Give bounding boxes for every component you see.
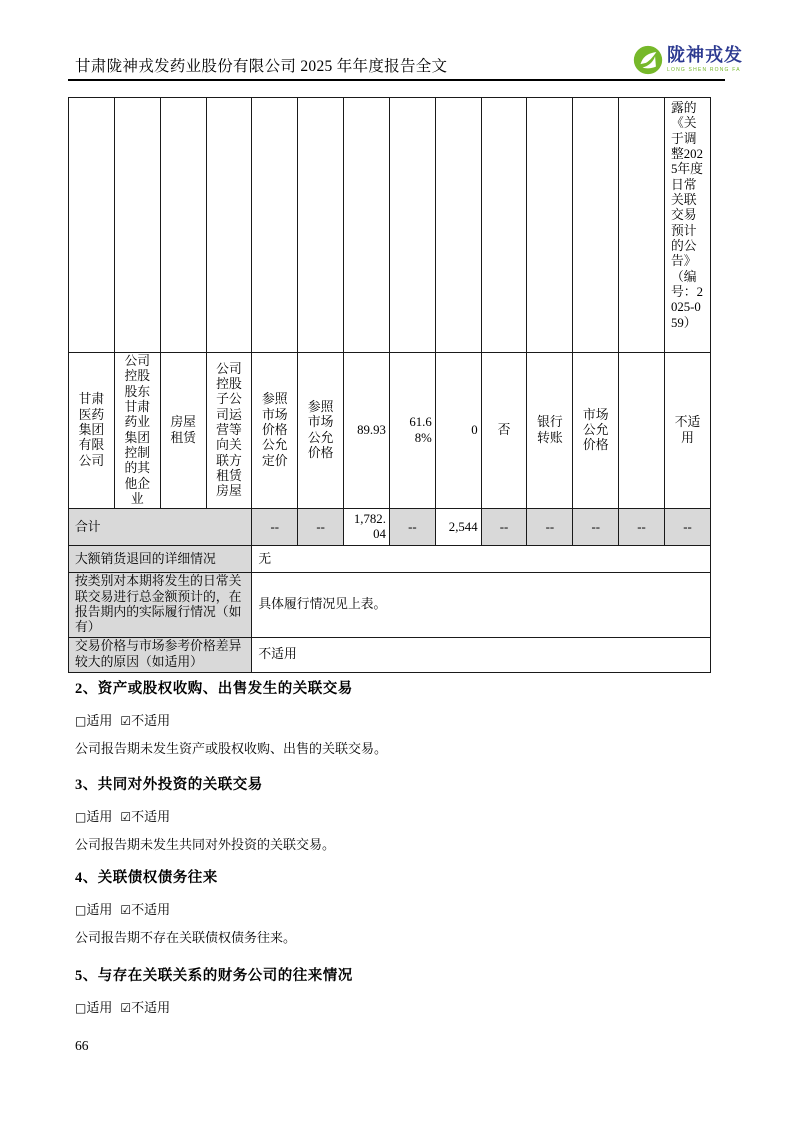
section-heading: 2、资产或股权收购、出售发生的关联交易 — [75, 681, 353, 697]
cell-settlement-method: 银行转账 — [527, 353, 573, 509]
continuation-empty-cell — [206, 98, 252, 353]
continuation-empty-cell — [619, 98, 665, 353]
continuation-row — [69, 98, 711, 353]
checkbox-checked-icon: ☑ — [120, 903, 132, 917]
continuation-empty-cell — [389, 98, 435, 353]
checkbox-unchecked-icon: □ — [75, 714, 87, 728]
section-heading: 5、与存在关联关系的财务公司的往来情况 — [75, 968, 353, 984]
detail-row-price-difference-reason — [69, 637, 711, 672]
related-transactions-table — [68, 97, 711, 673]
cell-transaction-price: 参照市场公允价格 — [298, 353, 344, 509]
not-applicable-label: 不适用 — [131, 713, 171, 728]
detail-label-cell: 按类别对本期将发生的日常关联交易进行总金额预计的，在报告期内的实际履行情况（如有） — [69, 573, 252, 637]
not-applicable-option — [120, 713, 170, 728]
applicable-option — [75, 1000, 112, 1015]
applicable-option — [75, 713, 112, 728]
detail-label-cell: 大额销货退回的详细情况 — [69, 546, 252, 573]
logo-name-en: LONG SHEN RONG FA — [667, 67, 741, 73]
not-applicable-label: 不适用 — [131, 902, 171, 917]
applicability-line — [75, 808, 720, 826]
cell-exceed-quota: 否 — [481, 353, 527, 509]
total-dash-cell: -- — [298, 509, 344, 546]
applicability-line — [75, 901, 720, 919]
detail-value-cell: 具体履行情况见上表。 — [252, 573, 711, 637]
total-row — [69, 509, 711, 546]
detail-value-cell: 无 — [252, 546, 711, 573]
total-dash-cell: -- — [481, 509, 527, 546]
detail-row-estimate-performance — [69, 573, 711, 637]
applicability-line — [75, 999, 720, 1017]
section-asset-equity-transactions — [75, 680, 720, 757]
cell-disclosure-index: 不适用 — [664, 353, 710, 509]
total-label-cell: 合计 — [69, 509, 252, 546]
transaction-data-row — [69, 353, 711, 509]
checkbox-unchecked-icon: □ — [75, 903, 87, 917]
cell-related-party: 甘肃医药集团有限公司 — [69, 353, 115, 509]
checkbox-checked-icon: ☑ — [120, 714, 132, 728]
total-dash-cell: -- — [573, 509, 619, 546]
total-dash-cell: -- — [252, 509, 298, 546]
not-applicable-option — [120, 1000, 170, 1015]
cell-disclosure-date — [619, 353, 665, 509]
applicable-label: 适用 — [86, 1000, 113, 1015]
section-joint-investment — [75, 776, 720, 853]
not-applicable-label: 不适用 — [131, 809, 171, 824]
total-dash-cell: -- — [664, 509, 710, 546]
applicable-label: 适用 — [86, 902, 113, 917]
continuation-empty-cell — [344, 98, 390, 353]
continuation-empty-cell — [160, 98, 206, 353]
section-body-text: 公司报告期未发生共同对外投资的关联交易。 — [75, 837, 336, 852]
cell-relationship: 公司控股股东甘肃药业集团控制的其他企业 — [114, 353, 160, 509]
section-heading: 3、共同对外投资的关联交易 — [75, 777, 263, 793]
cell-approved-quota: 0 — [435, 353, 481, 509]
not-applicable-label: 不适用 — [131, 1000, 171, 1015]
detail-row-sales-returns — [69, 546, 711, 573]
cell-amount: 89.93 — [344, 353, 390, 509]
total-amount-cell: 1,782.04 — [344, 509, 390, 546]
checkbox-checked-icon: ☑ — [120, 1001, 132, 1015]
cell-pricing-principle: 参照市场价格公允定价 — [252, 353, 298, 509]
detail-label-cell: 交易价格与市场参考价格差异较大的原因（如适用） — [69, 637, 252, 672]
cell-market-price: 市场公允价格 — [573, 353, 619, 509]
continuation-empty-cell — [573, 98, 619, 353]
cell-transaction-content: 公司控股子公司运营等向关联方租赁房屋 — [206, 353, 252, 509]
total-dash-cell: -- — [619, 509, 665, 546]
cell-transaction-type: 房屋租赁 — [160, 353, 206, 509]
continuation-empty-cell — [298, 98, 344, 353]
section-finance-company-dealings — [75, 967, 720, 1017]
continuation-empty-cell — [69, 98, 115, 353]
logo-mark-icon — [633, 45, 663, 75]
not-applicable-option — [120, 902, 170, 917]
logo-name-cn: 陇神戎发 — [667, 45, 743, 65]
not-applicable-option — [120, 809, 170, 824]
applicable-label: 适用 — [86, 713, 113, 728]
section-related-credits-debts — [75, 869, 720, 946]
checkbox-unchecked-icon: □ — [75, 1001, 87, 1015]
applicability-line — [75, 712, 720, 730]
logo-text — [667, 45, 743, 73]
detail-value-cell: 不适用 — [252, 637, 711, 672]
page-number: 66 — [75, 1038, 89, 1053]
report-header-title: 甘肃陇神戎发药业股份有限公司 2025 年年度报告全文 — [75, 58, 448, 75]
continuation-empty-cell — [527, 98, 573, 353]
company-logo — [633, 45, 743, 75]
cell-ratio: 61.68% — [389, 353, 435, 509]
continuation-empty-cell — [435, 98, 481, 353]
applicable-label: 适用 — [86, 809, 113, 824]
applicable-option — [75, 809, 112, 824]
continuation-empty-cell — [114, 98, 160, 353]
section-body-text: 公司报告期未发生资产或股权收购、出售的关联交易。 — [75, 741, 388, 756]
continuation-empty-cell — [252, 98, 298, 353]
continuation-empty-cell — [481, 98, 527, 353]
checkbox-checked-icon: ☑ — [120, 810, 132, 824]
section-heading: 4、关联债权债务往来 — [75, 870, 218, 886]
header-divider-rule — [68, 79, 725, 81]
total-dash-cell: -- — [389, 509, 435, 546]
applicable-option — [75, 902, 112, 917]
cell-disclosure-index-continued: 露的《关于调整2025年度日常关联交易预计的公告》（编号：2025-059） — [664, 98, 710, 353]
section-body-text: 公司报告期不存在关联债权债务往来。 — [75, 930, 297, 945]
checkbox-unchecked-icon: □ — [75, 810, 87, 824]
total-approved-quota-cell: 2,544 — [435, 509, 481, 546]
total-dash-cell: -- — [527, 509, 573, 546]
